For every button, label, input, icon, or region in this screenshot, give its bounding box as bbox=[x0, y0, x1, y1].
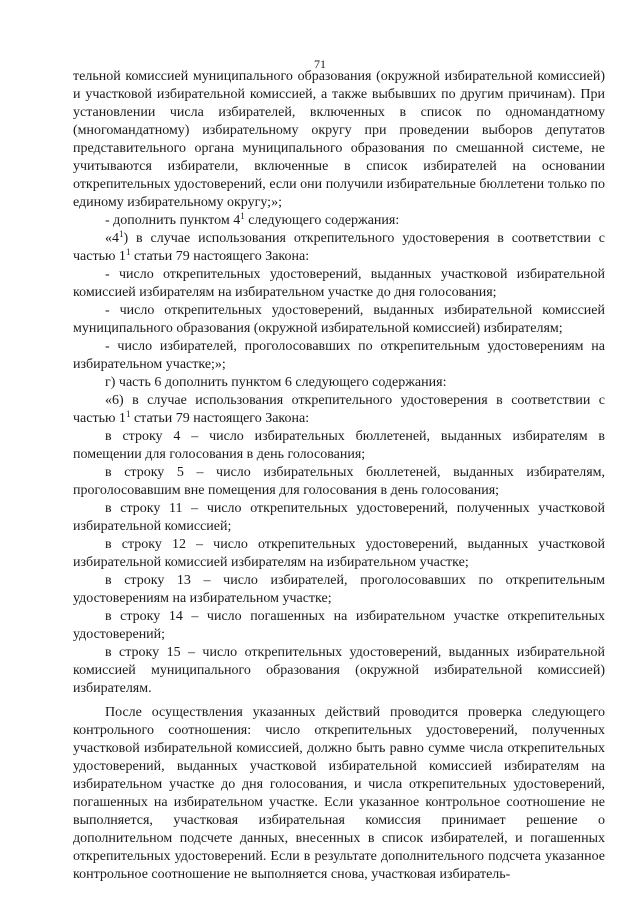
superscript: 1 bbox=[119, 229, 124, 239]
paragraph: в строку 15 – число открепительных удостоверений, выданных избирательной комиссией муниципального образования (окружной избирательной комиссией) избирателям. bbox=[73, 645, 605, 696]
paragraph: тельной комиссией муниципального образования (окружной избирательной комиссией) и участковой избирательной комиссией, а также выбывших по другим причинам). При установлении числа избирателей, включенных в список по одномандатному (многомандатному) избирательному округу при проведении выборов депутатов представительного органа муниципального образования по смешанной системе, не учитываются избиратели, включенные в список избирателей на основании открепительных удостоверений, если они получили избирательные бюллетени только по единому избирательному округу;»; bbox=[73, 69, 605, 210]
superscript: 1 bbox=[240, 211, 245, 221]
paragraph: - число избирателей, проголосовавших по открепительным удостоверениям на избирательном участке;»; bbox=[73, 339, 605, 372]
paragraph: г) часть 6 дополнить пунктом 6 следующего содержания: bbox=[105, 375, 447, 390]
paragraph: в строку 13 – число избирателей, проголосовавших по открепительным удостоверениям на избирательном участке; bbox=[73, 573, 605, 606]
page-number: 71 bbox=[314, 57, 326, 71]
paragraph: - число открепительных удостоверений, выданных избирательной комиссией муниципального образования (окружной избирательной комиссией) избирателям; bbox=[73, 303, 605, 336]
paragraph: в строку 5 – число избирательных бюллетеней, выданных избирателям, проголосовавшим вне помещения для голосования в день голосования; bbox=[73, 465, 605, 498]
paragraph: - число открепительных удостоверений, выданных участковой избирательной комиссией избирателям на избирательном участке до дня голосования; bbox=[73, 267, 605, 300]
superscript: 1 bbox=[125, 409, 131, 419]
paragraph: в строку 14 – число погашенных на избирательном участке открепительных удостоверений; bbox=[73, 609, 605, 642]
paragraph: в строку 12 – число открепительных удостоверений, выданных участковой избирательной комиссией избирателям на избирательном участке; bbox=[73, 537, 605, 570]
document-body bbox=[73, 68, 605, 884]
paragraph: - дополнить пунктом $4^1$ следующего содержания: bbox=[105, 211, 400, 228]
paragraph: «6) в случае использования открепительного удостоверения в соответствии с частью $1^1$ статьи 79 настоящего Закона: bbox=[73, 393, 605, 426]
paragraph: в строку 11 – число открепительных удостоверений, полученных участковой избирательной комиссией; bbox=[73, 501, 605, 534]
paragraph: После осуществления указанных действий проводится проверка следующего контрольного соотношения: число открепительных удостоверений, полученных участковой избирательной комиссией, должно быть равно сумме числа открепительных удостоверений, выданных участковой избирательной комиссией избирателям на избирательном участке до дня голосования, и числа открепительных удостоверений, погашенных на избирательном участке. Если указанное контрольное соотношение не выполняется, участковая избирательная комиссия принимает решение о дополнительном подсчете данных, внесенных в список избирателей, и погашенных открепительных удостоверений. Если в результате дополнительного подсчета указанное контрольное соотношение не выполняется снова, участковая избиратель- bbox=[73, 705, 605, 882]
paragraph: в строку 4 – число избирательных бюллетеней, выданных избирателям в помещении для голосования в день голосования; bbox=[73, 429, 605, 462]
paragraph: «$4^1$) в случае использования открепительного удостоверения в соответствии с частью $1^1$ статьи 79 настоящего Закона: bbox=[73, 229, 605, 264]
superscript: 1 bbox=[125, 247, 131, 257]
